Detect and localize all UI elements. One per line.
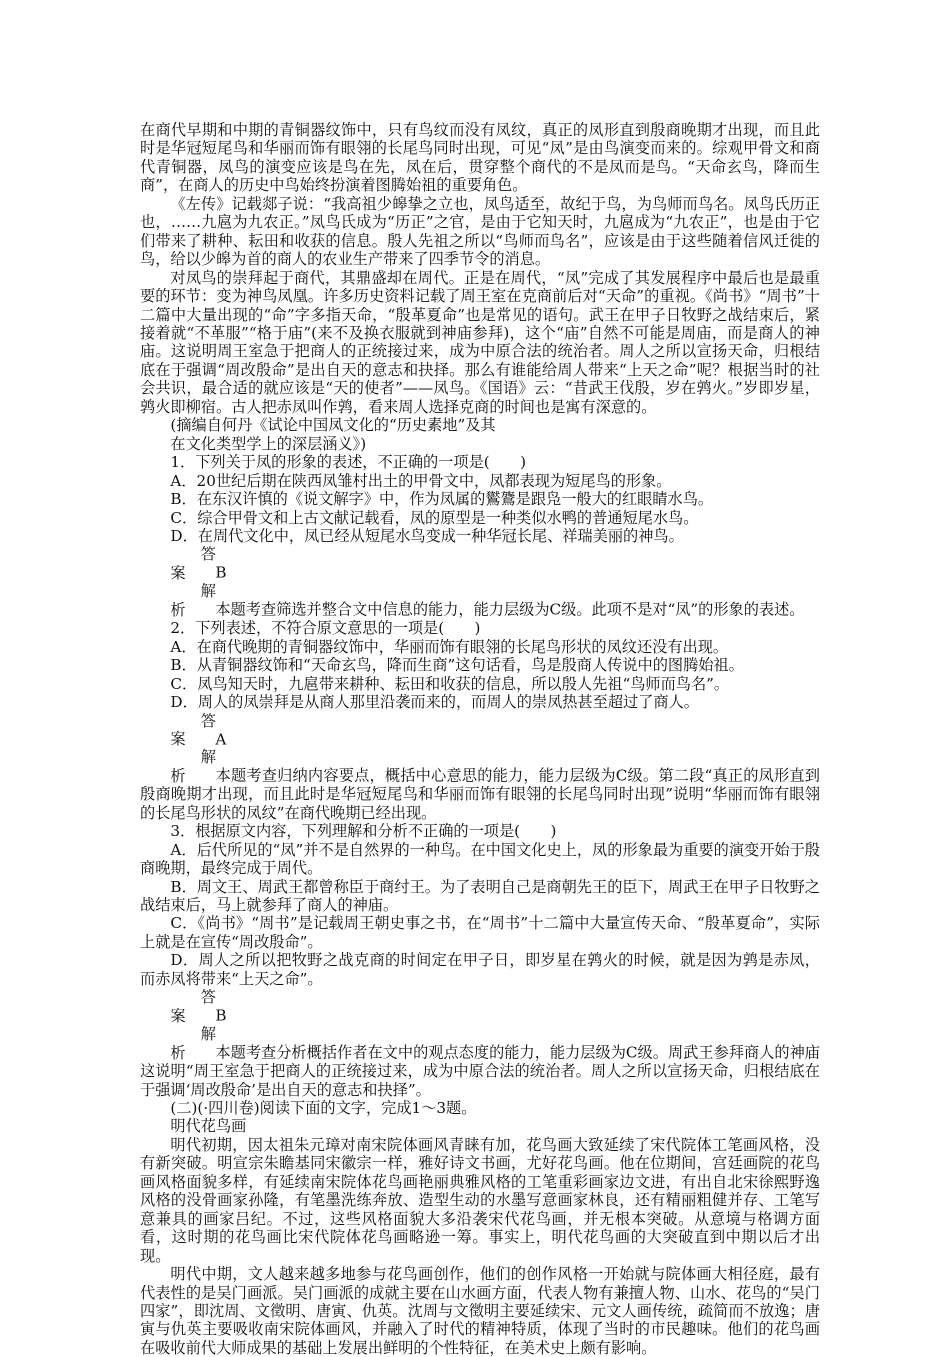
question-1-option-a: A．20世纪后期在陕西凤雏村出土的甲骨文中，凤都表现为短尾鸟的形象。 [170,471,672,490]
question-3-answer [140,988,820,1025]
analysis-text: 本题考查筛选并整合文中信息的能力，能力层级为C级。此项不是对“凤”的形象的表述。 [215,600,805,619]
section2-paragraph-1: 明代初期，因太祖朱元璋对南宋院体画风青睐有加，花鸟画大致延续了宋代院体工笔画风格，没有新突破。明宣宗朱瞻基同宋徽宗一样，雅好诗文书画，尤好花鸟画。他在位期间，宫廷画院的花鸟画风格面貌多样，有延续南宋院体花鸟画艳丽典雅风格的工笔重彩画家边文进，有出自北宋徐熙野逸风格的没骨画家孙隆，有笔墨洗练奔放、造型生动的水墨写意画家林良，还有精丽粗健并存、工笔写意兼具的画家吕纪。不过，这些风格面貌大多沿袭宋代花鸟画，并无根本突破。从意境与格调方面看，这时期的花鸟画比宋代院体花鸟画略逊一筹。事实上，明代花鸟画的大突破直到中期以后才出现。 [140,1135,820,1265]
passage1-paragraph-2: 《左传》记载郯子说：“我高祖少皞挚之立也，凤鸟适至，故纪于鸟，为鸟师而鸟名。凤鸟氏历正也，……九扈为九农正。”凤鸟氏成为“历正”之官，是由于它知天时，九扈成为“九农正”，也是由于它们带来了耕种、耘田和收获的信息。殷人先祖之所以“鸟师而鸟名”，应该是由于这些随着信风迁徙的鸟，给以少皞为首的商人的农业生产带来了四季节令的消息。 [140,194,820,269]
question-3-analysis [140,1025,820,1099]
question-1-option-c: C．综合甲骨文和上古文献记载看，凤的原型是一种类似水鸭的普通短尾水鸟。 [170,508,699,527]
question-1-stem: 1．下列关于凤的形象的表述，不正确的一项是( ) [170,453,527,472]
question-1-analysis [140,582,820,619]
answer-label: 答案 [170,545,216,582]
question-2-option-d: D．周人的凤崇拜是从商人那里沿袭而来的，而周人的崇凤热甚至超过了商人。 [170,693,699,712]
question-1-answer [140,545,820,582]
section2-paragraph-2: 明代中期，文人越来越多地参与花鸟画创作，他们的创作风格一开始就与院体画大相径庭，最有代表性的是吴门画派。吴门画派的成就主要在山水画方面，代表人物有兼擅人物、山水、花鸟的“吴门四家”，即沈周、文徵明、唐寅、仇英。沈周与文徵明主要延续宋、元文人画传统，疏简而不放逸；唐寅与仇英主要吸收南宋院体画风，并融入了时代的精神特质，体现了当时的市民趣味。他们的花鸟画在吸收前代大师成果的基础上发展出鲜明的个性特征，在美术史上颇有影响。 [140,1265,820,1357]
section2-heading: (二)(·四川卷)阅读下面的文字，完成1～3题。 [170,1099,477,1118]
analysis-label: 解析 [170,582,216,619]
question-1-option-b: B．在东汉许慎的《说文解字》中，作为凤属的鸑鷟是跟凫一般大的红眼睛水鸟。 [170,490,714,509]
answer-value: A [215,729,227,748]
question-2-option-c: C．凤鸟知天时，九扈带来耕种、耘田和收获的信息，所以殷人先祖“鸟师而鸟名”。 [170,674,730,693]
question-3-option-c: C．《尚书》“周书”是记载周王朝史事之书，在“周书”十二篇中大量宣传天命、“殷革夏命”，实际上就是在宣传“周改殷命”。 [140,914,820,951]
source-citation-line-1: (摘编自何丹《试论中国凤文化的“历史素地”及其 [170,416,496,435]
question-3-option-b: B．周文王、周武王都曾称臣于商纣王。为了表明自己是商朝先王的臣下，周武王在甲子日牧野之战结束后，马上就参拜了商人的神庙。 [140,877,820,915]
analysis-label: 解析 [170,748,216,785]
question-2-analysis [140,748,820,822]
passage1-paragraph-3: 对凤鸟的崇拜起于商代，其鼎盛却在周代。正是在周代，“凤”完成了其发展程序中最后也是最重要的环节：变为神鸟凤凰。许多历史资料记载了周王室在克商前后对“天命”的重视。《尚书》“周书”十二篇中大量出现的“命”字多指天命，“殷革夏命”也是常见的语句。武王在甲子日牧野之战结束后，紧接着就“不革服”“格于庙”(来不及换衣服就到神庙参拜)，这个“庙”自然不可能是周庙，而是商人的神庙。这说明周王室急于把商人的正统接过来，成为中原合法的统治者。周人之所以宣扬天命，归根结底在于强调“周改殷命”是出自天的意志和抉择。那么有谁能给周人带来“上天之命”呢？根据当时的社会共识，最合适的就应该是“天的使者”——凤鸟。《国语》云：“昔武王伐殷，岁在鹑火。”岁即岁星，鹑火即柳宿。古人把赤凤叫作鹑，看来周人选择克商的时间也是寓有深意的。 [140,268,820,416]
question-1-option-d: D．在周代文化中，凤已经从短尾水鸟变成一种华冠长尾、祥瑞美丽的神鸟。 [170,526,684,545]
document-page [140,121,820,1357]
passage1-paragraph-1: 在商代早期和中期的青铜器纹饰中，只有鸟纹而没有凤纹，真正的凤形直到殷商晚期才出现，而且此时是华冠短尾鸟和华丽而饰有眼翎的长尾鸟同时出现，可见“凤”是由鸟演变而来的。综观甲骨文和商代青铜器，凤鸟的演变应该是鸟在先，凤在后，贯穿整个商代的不是凤而是鸟。“天命玄鸟，降而生商”，在商人的历史中鸟始终扮演着图腾始祖的重要角色。 [140,121,820,195]
answer-label: 答案 [170,711,216,748]
analysis-text: 本题考查归纳内容要点，概括中心意思的能力，能力层级为C级。第二段“真正的凤形直到殷商晚期才出现，而且此时是华冠短尾鸟和华丽而饰有眼翎的长尾鸟同时出现”说明“华丽而饰有眼翎的长尾鸟形状的凤纹”在商代晚期已经出现。 [140,766,820,822]
answer-label: 答案 [170,988,216,1025]
question-2-option-a: A．在商代晚期的青铜器纹饰中，华丽而饰有眼翎的长尾鸟形状的凤纹还没有出现。 [170,637,729,656]
analysis-label: 解析 [170,1025,216,1062]
question-2-answer [140,712,820,749]
question-3-stem: 3．根据原文内容，下列理解和分析不正确的一项是( ) [170,822,557,841]
question-3-option-a: A．后代所见的“凤”并不是自然界的一种鸟。在中国文化史上，凤的形象最为重要的演变开始于殷商晚期，最终完成于周代。 [140,840,820,878]
question-2-option-b: B．从青铜器纹饰和“天命玄鸟，降而生商”这句话看，鸟是殷商人传说中的图腾始祖。 [170,656,744,675]
analysis-text: 本题考查分析概括作者在文中的观点态度的能力，能力层级为C级。周武王参拜商人的神庙这说明“周王室急于把商人的正统接过来，成为中原合法的统治者。周人之所以宣扬天命，归根结底在于强调‘周改殷命’是出自天的意志和抉择”。 [140,1043,820,1099]
source-citation-line-2: 在文化类型学上的深层涵义》) [170,434,367,453]
question-3-option-d: D．周人之所以把牧野之战克商的时间定在甲子日，即岁星在鹑火的时候，就是因为鹑是赤凤，而赤凤将带来“上天之命”。 [140,951,820,988]
section2-title: 明代花鸟画 [170,1117,247,1136]
question-2-stem: 2．下列表述，不符合原文意思的一项是( ) [170,619,481,638]
answer-value: B [215,563,227,582]
answer-value: B [215,1006,227,1025]
